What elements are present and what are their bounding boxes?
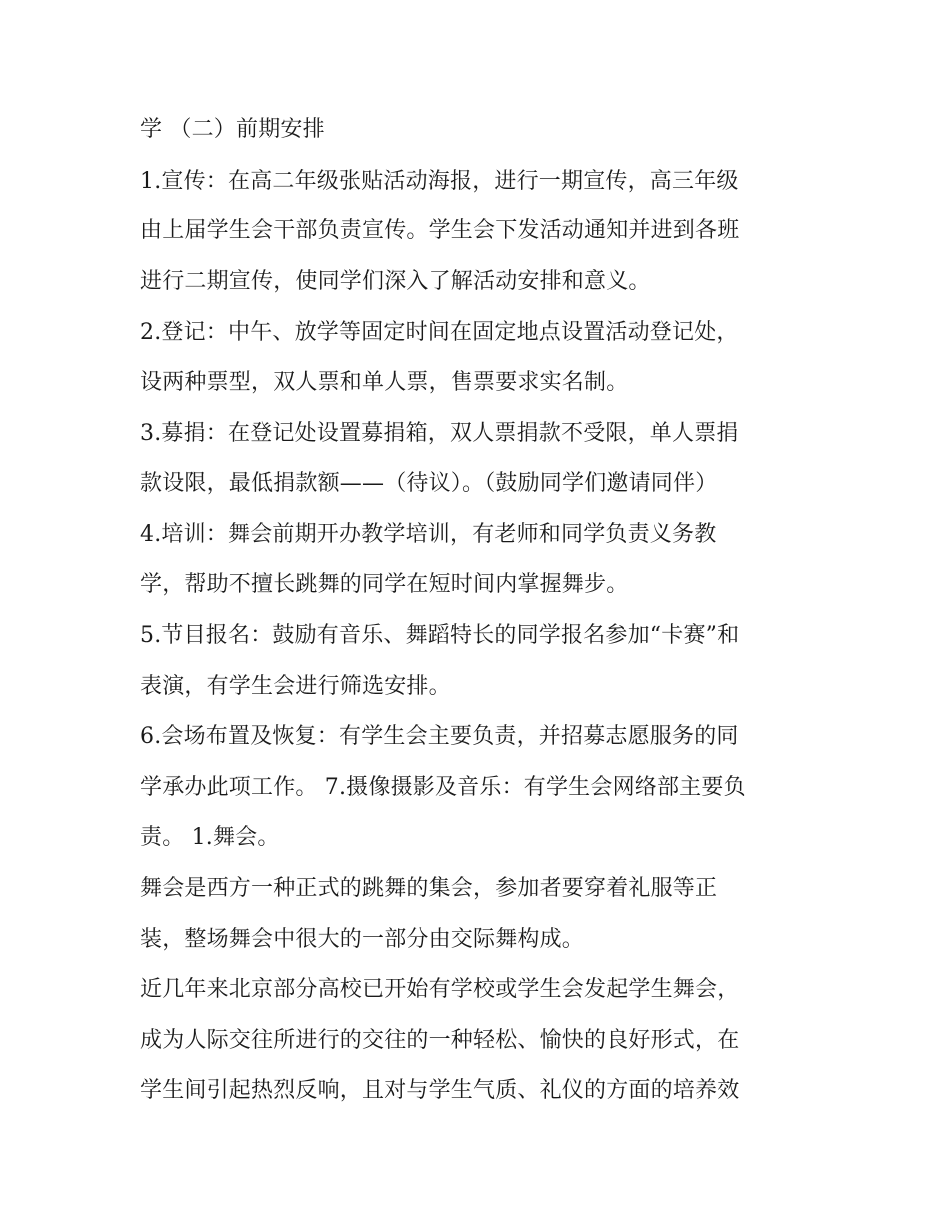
text-line: 进行二期宣传，使同学们深入了解活动安排和意义。 xyxy=(140,269,651,294)
text-line: 设两种票型，双人票和单人票，售票要求实名制。 xyxy=(140,370,629,395)
text-line: 舞会是西方一种正式的跳舞的集会，参加者要穿着礼服等正 xyxy=(140,876,718,901)
text-line: 装，整场舞会中很大的一部分由交际舞构成。 xyxy=(140,927,585,952)
text-line: 4.培训：舞会前期开办教学培训，有老师和同学负责义务教 xyxy=(140,522,717,547)
text-line: 学，帮助不擅长跳舞的同学在短时间内掌握舞步。 xyxy=(140,572,629,597)
text-line: 3.募捐：在登记处设置募捐箱，双人票捐款不受限，单人票捐 xyxy=(140,421,739,446)
text-line: 1.宣传：在高二年级张贴活动海报，进行一期宣传，高三年级 xyxy=(140,169,739,194)
text-line: 由上届学生会干部负责宣传。学生会下发活动通知并进到各班 xyxy=(140,218,740,243)
text-line: 2.登记：中午、放学等固定时间在固定地点设置活动登记处， xyxy=(140,320,739,345)
text-line: 6.会场布置及恢复：有学生会主要负责，并招募志愿服务的同 xyxy=(140,724,739,749)
text-line: 成为人际交往所进行的交往的一种轻松、愉快的良好形式，在 xyxy=(140,1028,740,1053)
section-heading: 学 （二）前期安排 xyxy=(140,117,325,142)
text-line: 学承办此项工作。 7.摄像摄影及音乐：有学生会网络部主要负 xyxy=(140,775,746,800)
text-line: 学生间引起热烈反响，且对与学生气质、礼仪的方面的培养效 xyxy=(140,1078,740,1103)
text-line: 表演，有学生会进行筛选安排。 xyxy=(140,674,451,699)
text-line: 5.节目报名：鼓励有音乐、舞蹈特长的同学报名参加“卡赛”和 xyxy=(140,623,740,648)
text-line: 近几年来北京部分高校已开始有学校或学生会发起学生舞会， xyxy=(140,977,740,1002)
text-line: 款设限，最低捐款额——（待议）。（鼓励同学们邀请同伴） xyxy=(140,471,718,496)
text-line: 责。 1.舞会。 xyxy=(140,825,280,850)
